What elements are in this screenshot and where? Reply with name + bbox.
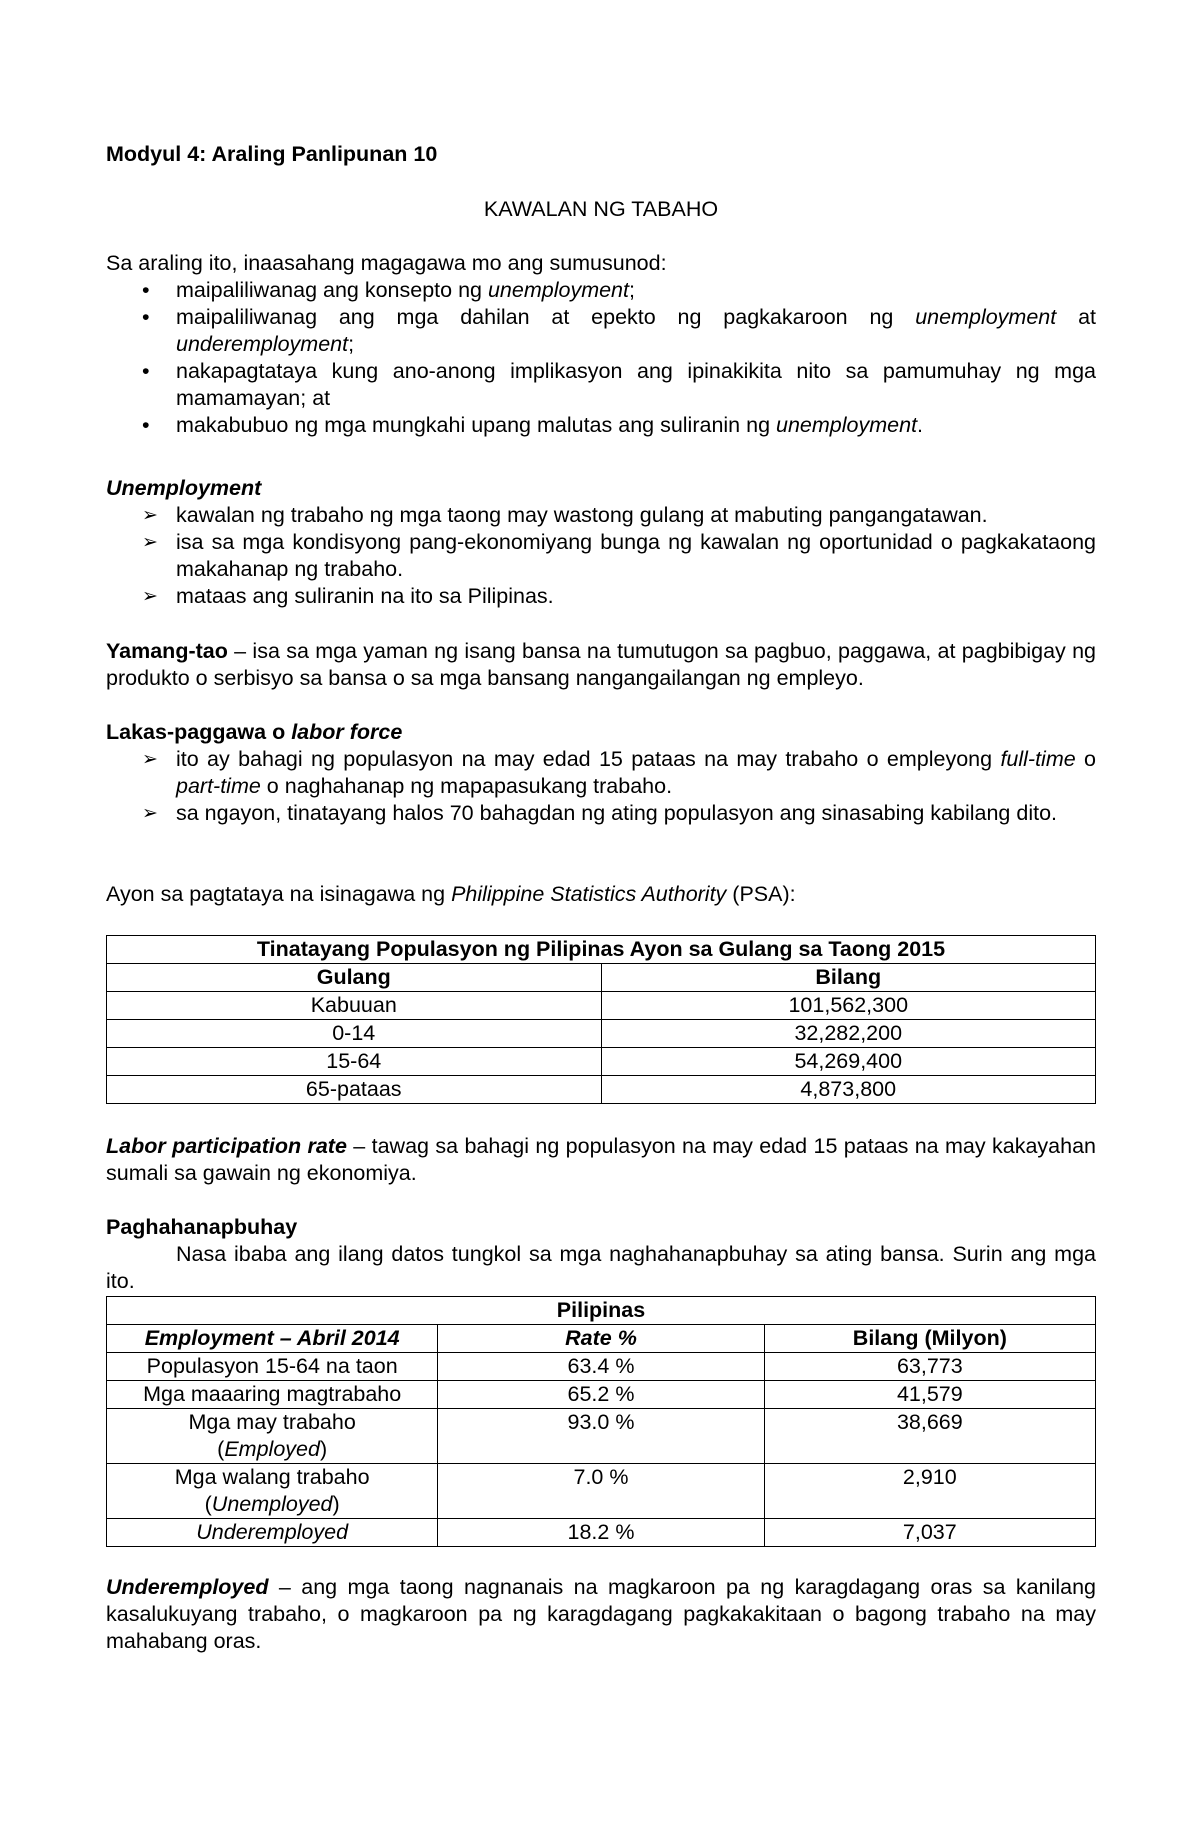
- employment-table-header: Employment – Abril 2014: [107, 1325, 438, 1353]
- table-cell: 2,910: [764, 1464, 1095, 1519]
- unemployment-heading: Unemployment: [106, 476, 262, 500]
- labor-force-item: ➢ ito ay bahagi ng populasyon na may edad 15 pataas na may trabaho o empleyong full-time o part-time o naghahanap ng mapapasukang trabaho.: [106, 746, 1096, 800]
- table-row: [107, 1381, 1096, 1409]
- unemployment-item: ➢ mataas ang suliranin na ito sa Pilipinas.: [106, 583, 1096, 610]
- objectives-intro: Sa araling ito, inaasahang magagawa mo ang sumusunod:: [106, 251, 667, 275]
- population-table-title: Tinatayang Populasyon ng Pilipinas Ayon sa Gulang sa Taong 2015: [107, 936, 1096, 964]
- table-cell: 7,037: [764, 1519, 1095, 1547]
- objective-item: • maipaliliwanag ang konsepto ng unemployment;: [106, 277, 1096, 304]
- employment-table-title: Pilipinas: [107, 1297, 1096, 1325]
- table-cell: Kabuuan: [107, 992, 602, 1020]
- table-cell: 54,269,400: [601, 1048, 1096, 1076]
- table-row: [107, 1076, 1096, 1104]
- table-cell: 0-14: [107, 1020, 602, 1048]
- table-row: [107, 1353, 1096, 1381]
- underemployed-definition: Underemployed – ang mga taong nagnanais na magkaroon pa ng karagdagang oras sa kanilang kasalukuyang trabaho, o magkaroon pa ng karagdagang pagkakakitaan o bagong trabaho na may mahabang oras.: [106, 1575, 1096, 1653]
- yamang-tao-definition: Yamang-tao – isa sa mga yaman ng isang bansa na tumutugon sa pagbuo, paggawa, at pagbibigay ng produkto o serbisyo sa bansa o sa mga bansang nangangailangan ng empleyo.: [106, 639, 1096, 690]
- table-cell: Mga maaaring magtrabaho: [107, 1381, 438, 1409]
- objective-item: • nakapagtataya kung ano-anong implikasyon ang ipinakikita nito sa pamumuhay ng mga mamamayan; at: [106, 358, 1096, 412]
- paghahanapbuhay-text: Nasa ibaba ang ilang datos tungkol sa mga naghahanapbuhay sa ating bansa. Surin ang mga ito.: [106, 1242, 1096, 1293]
- unemployment-item: ➢ kawalan ng trabaho ng mga taong may wastong gulang at mabuting pangangatawan.: [106, 502, 1096, 529]
- labor-force-heading: Lakas-paggawa o labor force: [106, 720, 403, 744]
- labor-force-list: [106, 746, 1096, 827]
- employment-table: [106, 1296, 1096, 1547]
- table-cell: 18.2 %: [438, 1519, 764, 1547]
- table-cell: 15-64: [107, 1048, 602, 1076]
- table-cell: 7.0 %: [438, 1464, 764, 1519]
- table-row: [107, 992, 1096, 1020]
- objectives-list: [106, 277, 1096, 439]
- unemployment-item: ➢ isa sa mga kondisyong pang-ekonomiyang bunga ng kawalan ng oportunidad o pagkakataong makahanap ng trabaho.: [106, 529, 1096, 583]
- table-row: [107, 1409, 1096, 1464]
- table-cell: 93.0 %: [438, 1409, 764, 1464]
- table-cell: Underemployed: [107, 1519, 438, 1547]
- employment-table-header: Rate %: [438, 1325, 764, 1353]
- table-cell: 65.2 %: [438, 1381, 764, 1409]
- labor-force-item: ➢ sa ngayon, tinatayang halos 70 bahagdan ng ating populasyon ang sinasabing kabilang dito.: [106, 800, 1096, 827]
- table-cell: 4,873,800: [601, 1076, 1096, 1104]
- table-cell: 101,562,300: [601, 992, 1096, 1020]
- employment-table-header: Bilang (Milyon): [764, 1325, 1095, 1353]
- table-row: [107, 1519, 1096, 1547]
- table-cell: 65-pataas: [107, 1076, 602, 1104]
- table-cell: Mga walang trabaho (Unemployed): [107, 1464, 438, 1519]
- table-cell: 38,669: [764, 1409, 1095, 1464]
- table-cell: Mga may trabaho (Employed): [107, 1409, 438, 1464]
- table-row: [107, 1464, 1096, 1519]
- table-row: [107, 1020, 1096, 1048]
- table-cell: 63,773: [764, 1353, 1095, 1381]
- table-cell: 32,282,200: [601, 1020, 1096, 1048]
- lesson-title: KAWALAN NG TABAHO: [483, 197, 719, 221]
- objective-item: • makabubuo ng mga mungkahi upang malutas ang suliranin ng unemployment.: [106, 412, 1096, 439]
- population-table: [106, 935, 1096, 1104]
- lpr-definition: Labor participation rate – tawag sa bahagi ng populasyon na may edad 15 pataas na may kakayahan sumali sa gawain ng ekonomiya.: [106, 1134, 1096, 1185]
- population-table-header: Bilang: [601, 964, 1096, 992]
- table-row: [107, 1048, 1096, 1076]
- table-cell: Populasyon 15-64 na taon: [107, 1353, 438, 1381]
- module-heading: Modyul 4: Araling Panlipunan 10: [106, 142, 438, 166]
- table-cell: 63.4 %: [438, 1353, 764, 1381]
- psa-intro: Ayon sa pagtataya na isinagawa ng Philippine Statistics Authority (PSA):: [106, 882, 796, 906]
- objective-item: • maipaliliwanag ang mga dahilan at epekto ng pagkakaroon ng unemployment at underemployment;: [106, 304, 1096, 358]
- population-table-header: Gulang: [107, 964, 602, 992]
- unemployment-list: [106, 502, 1096, 610]
- paghahanapbuhay-heading: Paghahanapbuhay: [106, 1215, 298, 1239]
- table-cell: 41,579: [764, 1381, 1095, 1409]
